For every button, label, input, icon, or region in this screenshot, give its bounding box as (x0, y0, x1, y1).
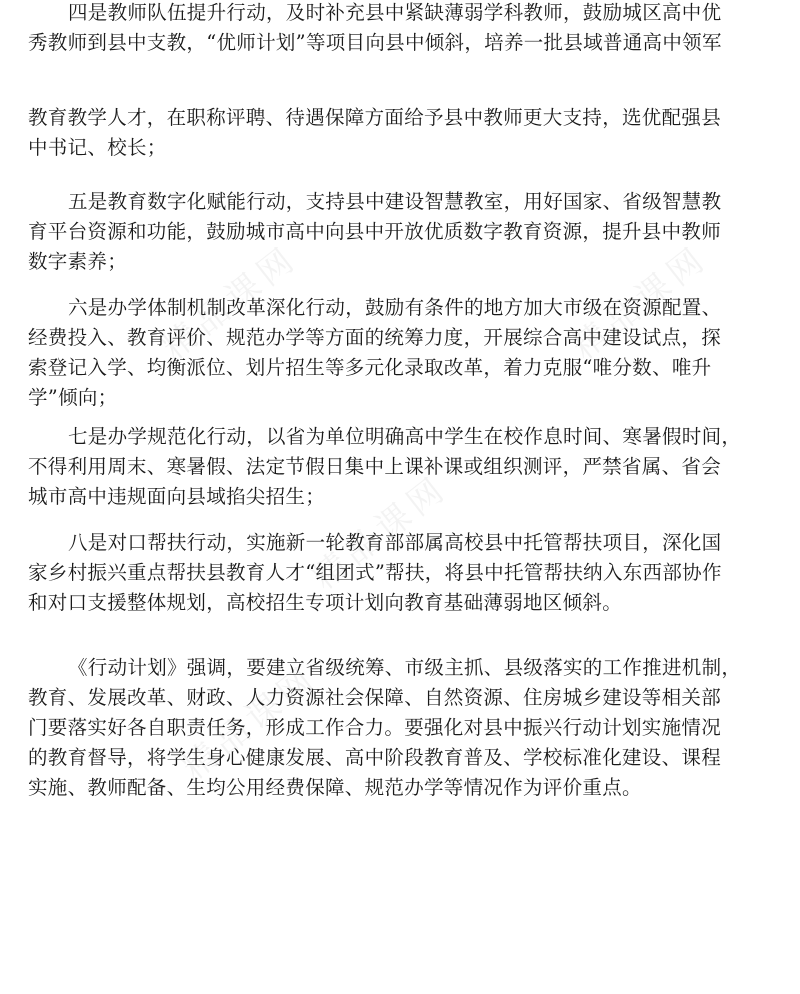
text-line: 经费投入、教育评价、规范办学等方面的统筹力度，开展综合高中建设试点，探 (28, 326, 722, 349)
paragraph-system-reform (28, 293, 778, 413)
text-line: 秀教师到县中支教，“优师计划”等项目向县中倾斜，培养一批县域普通高中领军 (28, 31, 722, 54)
text-line: 五是教育数字化赋能行动，支持县中建设智慧教室，用好国家、省级智慧教 (68, 190, 722, 213)
text-line: 家乡村振兴重点帮扶县教育人才“组团式”帮扶，将县中托管帮扶纳入东西部协作 (28, 561, 722, 584)
paragraph-action-plan-emphasis (28, 653, 778, 803)
text-line: 实施、教师配备、生均公用经费保障、规范办学等情况作为评价重点。 (28, 776, 642, 799)
paragraph-digital-empowerment (28, 187, 778, 277)
text-line: 四是教师队伍提升行动，及时补充县中紧缺薄弱学科教师，鼓励城区高中优 (68, 1, 722, 24)
text-line: 六是办学体制机制改革深化行动，鼓励有条件的地方加大市级在资源配置、 (68, 296, 722, 319)
text-line: 数字素养； (28, 250, 128, 273)
watermark-3: 精品课网 (304, 467, 456, 598)
text-line: 教育教学人才，在职称评聘、待遇保障方面给予县中教师更大支持，选优配强县 (28, 106, 722, 129)
text-line: 《行动计划》强调，要建立省级统筹、市级主抓、县级落实的工作推进机制， (68, 656, 742, 679)
text-line: 不得利用周末、寒暑假、法定节假日集中上课补课或组织测评，严禁省属、省会 (28, 455, 722, 478)
paragraph-paired-assistance (28, 528, 778, 618)
text-line: 和对口支援整体规划，高校招生专项计划向教育基础薄弱地区倾斜。 (28, 591, 623, 614)
paragraph-teacher-team-continued (28, 103, 778, 163)
text-line: 七是办学规范化行动，以省为单位明确高中学生在校作息时间、寒暑假时间， (68, 425, 742, 448)
watermark-4: 精品课网 (174, 657, 326, 788)
paragraph-teacher-team (28, 0, 778, 58)
text-line: 门要落实好各自职责任务，形成工作合力。要强化对县中振兴行动计划实施情况 (28, 716, 722, 739)
text-line: 的教育督导，将学生身心健康发展、高中阶段教育普及、学校标准化建设、课程 (28, 746, 722, 769)
watermark-1: 精品课网 (154, 237, 306, 368)
text-line: 中书记、校长； (28, 136, 167, 159)
text-line: 育平台资源和功能，鼓励城市高中向县中开放优质数字教育资源，提升县中教师 (28, 220, 722, 243)
text-line: 学”倾向； (28, 386, 118, 409)
text-line: 八是对口帮扶行动，实施新一轮教育部部属高校县中托管帮扶项目，深化国 (68, 531, 722, 554)
text-line: 索登记入学、均衡派位、划片招生等多元化录取改革，着力克服“唯分数、唯升 (28, 356, 712, 379)
text-line: 城市高中违规面向县域掐尖招生； (28, 485, 326, 508)
paragraph-standardization (28, 422, 778, 512)
text-line: 教育、发展改革、财政、人力资源社会保障、自然资源、住房城乡建设等相关部 (28, 686, 722, 709)
watermark-2: 精品课网 (564, 237, 716, 368)
